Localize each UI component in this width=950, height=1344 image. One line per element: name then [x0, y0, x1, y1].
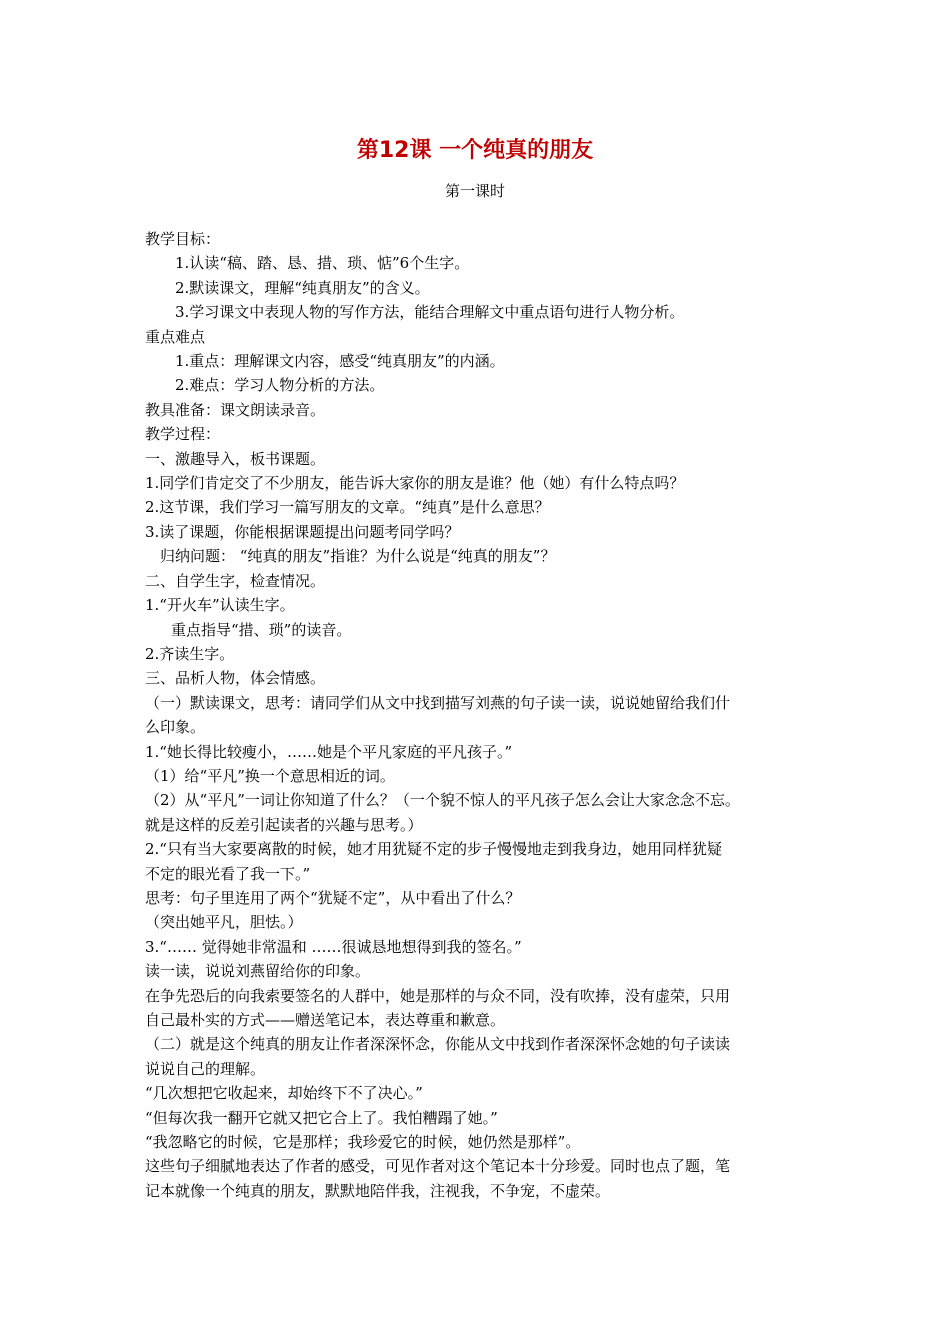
text-line: 不定的眼光看了我一下。” — [145, 864, 311, 883]
text-line: “我忽略它的时候，它是那样；我珍爱它的时候，她仍然是那样”。 — [145, 1133, 581, 1152]
section-heading: 教学过程： — [145, 425, 221, 444]
text-line: 就是这样的反差引起读者的兴趣与思考。） — [145, 815, 423, 834]
text-line: （2）从“平凡”一词让你知道了什么？（一个貌不惊人的平凡孩子怎么会让大家念念不忘。 — [145, 791, 740, 810]
text-line: 重点指导“措、琐”的读音。 — [171, 620, 352, 639]
lesson-body — [145, 227, 807, 1203]
text-line: 2.“只有当大家要离散的时候，她才用犹疑不定的步子慢慢地走到我身边，她用同样犹疑 — [145, 840, 722, 859]
lesson-title: 第12课 一个纯真的朋友 — [356, 138, 594, 163]
text-line: “几次想把它收起来，却始终下不了决心。” — [145, 1084, 423, 1103]
text-line: “但每次我一翻开它就又把它合上了。我怕糟蹋了她。” — [145, 1108, 498, 1127]
section-heading: 教学目标： — [145, 230, 221, 248]
step-heading: 一、激趣导入，板书课题。 — [145, 449, 326, 468]
text-line: 读一读，说说刘燕留给你的印象。 — [145, 962, 371, 981]
text-line: 思考：句子里连用了两个“犹疑不定”，从中看出了什么？ — [145, 888, 521, 907]
text-line: 么印象。 — [145, 718, 206, 737]
goal-item: 1.认读“稿、踏、恳、措、琐、惦”6个生字。 — [175, 254, 470, 273]
step-heading: 三、品析人物，体会情感。 — [145, 669, 326, 688]
text-line: 归纳问题： “纯真的朋友”指谁？为什么说是“纯真的朋友”？ — [160, 547, 556, 566]
lesson-subtitle: 第一课时 — [444, 182, 505, 200]
text-line: （突出她平凡，胆怯。） — [145, 913, 303, 932]
text-line: 自己最朴实的方式——赠送笔记本，表达尊重和歉意。 — [145, 1011, 506, 1029]
text-line: 3.“…… 觉得她非常温和 ……很诚恳地想得到我的签名。” — [145, 937, 522, 956]
text-line: 3.读了课题，你能根据课题提出问题考同学吗？ — [145, 522, 460, 541]
text-line: （1）给“平凡”换一个意思相近的词。 — [145, 766, 395, 785]
text-line: 1.“开火车”认读生字。 — [145, 596, 295, 615]
goal-item: 2.默读课文，理解“纯真朋友”的含义。 — [175, 278, 430, 297]
goal-item: 3.学习课文中表现人物的写作方法，能结合理解文中重点语句进行人物分析。 — [175, 303, 685, 322]
text-line: 说说自己的理解。 — [145, 1059, 266, 1078]
text-line: （一）默读课文，思考：请同学们从文中找到描写刘燕的句子读一读，说说她留给我们什 — [145, 693, 731, 712]
text-line: 1.“她长得比较瘦小，……她是个平凡家庭的平凡孩子。” — [145, 742, 513, 761]
text-line: 在争先恐后的向我索要签名的人群中，她是那样的与众不同，没有吹捧，没有虚荣，只用 — [145, 986, 731, 1005]
text-line: 2.齐读生字。 — [145, 644, 235, 663]
key-point-item: 2.难点：学习人物分析的方法。 — [175, 376, 385, 395]
text-line: 2.这节课，我们学习一篇写朋友的文章。“纯真”是什么意思？ — [145, 498, 550, 517]
section-heading: 重点难点 — [145, 327, 206, 346]
step-heading: 二、自学生字，检查情况。 — [145, 571, 326, 590]
text-line: 这些句子细腻地表达了作者的感受，可见作者对这个笔记本十分珍爱。同时也点了题，笔 — [145, 1157, 731, 1176]
key-point-item: 1.重点：理解课文内容，感受“纯真朋友”的内涵。 — [175, 352, 505, 371]
text-line: （二）就是这个纯真的朋友让作者深深怀念，你能从文中找到作者深深怀念她的句子读读 — [145, 1035, 731, 1054]
text-line: 记本就像一个纯真的朋友，默默地陪伴我，注视我，不争宠，不虚荣。 — [145, 1181, 611, 1200]
text-line: 1.同学们肯定交了不少朋友，能告诉大家你的朋友是谁？他（她）有什么特点吗？ — [145, 474, 685, 493]
section-heading: 教具准备：课文朗读录音。 — [145, 400, 326, 419]
